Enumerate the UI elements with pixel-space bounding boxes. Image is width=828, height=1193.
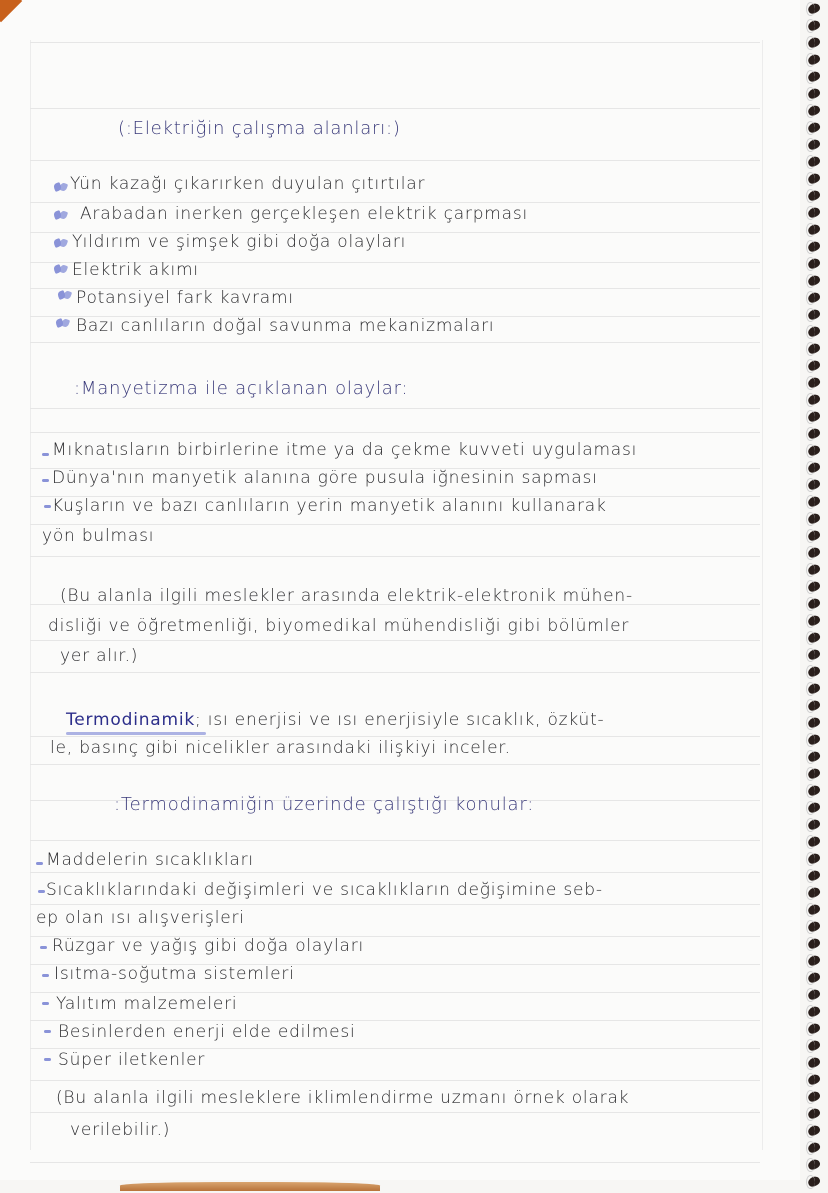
heading-electricity: (:Elektriğin çalışma alanları:) [118, 118, 401, 139]
spiral-ring-icon [806, 138, 822, 152]
dash-bullet-icon [44, 505, 51, 508]
spiral-ring-icon [806, 1022, 822, 1036]
spiral-ring-icon [806, 835, 822, 849]
spiral-ring-icon [806, 1175, 822, 1189]
dash-bullet-icon [44, 1030, 51, 1033]
spiral-ring-icon [806, 1056, 822, 1070]
dash-bullet-icon [44, 1058, 51, 1061]
ruled-line [30, 202, 760, 203]
spiral-ring-icon [806, 971, 822, 985]
ruled-line [30, 408, 760, 409]
spiral-ring-icon [806, 1158, 822, 1172]
dash-bullet-icon [42, 974, 49, 977]
note-line: yer alır.) [60, 646, 139, 666]
spiral-ring-icon [806, 104, 822, 118]
spiral-ring-icon [806, 1124, 822, 1138]
heading-magnetism: :Manyetizma ile açıklanan olaylar: [74, 378, 409, 399]
spiral-ring-icon [806, 1005, 822, 1019]
spiral-ring-icon [806, 784, 822, 798]
spiral-ring-icon [806, 359, 822, 373]
spiral-ring-icon [806, 920, 822, 934]
ruled-line [30, 840, 760, 841]
list-item: Kuşların ve bazı canlıların yerin manyetik alanını kullanarak [52, 496, 607, 516]
dash-bullet-icon [40, 946, 47, 949]
spiral-ring-icon [806, 36, 822, 50]
list-item: Isıtma-soğutma sistemleri [54, 964, 295, 984]
spiral-ring-icon [806, 308, 822, 322]
ruled-line [30, 1048, 760, 1049]
ruled-line [30, 992, 760, 993]
highlight-underline [66, 732, 206, 735]
ruled-line [30, 160, 760, 161]
list-item: Bazı canlıların doğal savunma mekanizmaları [76, 316, 495, 336]
spiral-ring-icon [806, 19, 822, 33]
spiral-ring-icon [806, 631, 822, 645]
spiral-ring-icon [806, 988, 822, 1002]
spiral-ring-icon [806, 410, 822, 424]
margin-line [30, 40, 31, 1150]
list-item: Arabadan inerken gerçekleşen elektrik çarpması [80, 204, 529, 224]
definition-line: le, basınç gibi nicelikler arasındaki ilişkiyi inceler. [50, 738, 511, 758]
spiral-ring-icon [806, 1073, 822, 1087]
spiral-ring-icon [806, 682, 822, 696]
spiral-ring-icon [806, 393, 822, 407]
note-line: (Bu alanla ilgili meslekler arasında elektrik-elektronik mühen- [60, 586, 633, 606]
ruled-line [30, 42, 760, 43]
spiral-ring-icon [806, 172, 822, 186]
list-item: Yün kazağı çıkarırken duyulan çıtırtılar [70, 174, 426, 194]
butterfly-bullet-icon [54, 264, 68, 274]
spiral-ring-icon [806, 801, 822, 815]
ruled-line [30, 1080, 760, 1081]
spiral-ring-icon [806, 53, 822, 67]
spiral-ring-icon [806, 240, 822, 254]
list-item: Maddelerin sıcaklıkları [46, 850, 254, 870]
term-thermodynamics: Termodinamik [66, 710, 196, 730]
spiral-ring-icon [806, 716, 822, 730]
list-item: Yalıtım malzemeleri [56, 994, 238, 1014]
spiral-ring-icon [806, 461, 822, 475]
page-corner [0, 0, 22, 22]
spiral-ring-icon [806, 563, 822, 577]
spiral-ring-icon [806, 444, 822, 458]
spiral-ring-icon [806, 2, 822, 16]
list-item: Sıcaklıklarındaki değişimleri ve sıcaklıkların değişimine seb- [46, 880, 603, 900]
spiral-ring-icon [806, 478, 822, 492]
list-item: Besinlerden enerji elde edilmesi [58, 1022, 356, 1042]
spiral-ring-icon [806, 529, 822, 543]
ruled-line [30, 342, 760, 343]
list-item: Rüzgar ve yağış gibi doğa olayları [52, 936, 365, 956]
spiral-ring-icon [806, 1141, 822, 1155]
spiral-ring-icon [806, 342, 822, 356]
ruled-line [30, 640, 760, 641]
dash-bullet-icon [42, 479, 49, 482]
right-margin-line [762, 40, 763, 1150]
spiral-ring-icon [806, 155, 822, 169]
list-item: Süper iletkenler [58, 1050, 206, 1070]
ruled-line [30, 672, 760, 673]
spiral-ring-icon [806, 427, 822, 441]
ruled-line [30, 1020, 760, 1021]
dash-bullet-icon [38, 890, 45, 893]
note-line: (Bu alanla ilgili mesleklere iklimlendirme uzmanı örnek olarak [56, 1088, 630, 1108]
spiral-ring-icon [806, 852, 822, 866]
spiral-ring-icon [806, 750, 822, 764]
butterfly-bullet-icon [54, 182, 68, 192]
ruled-line [30, 556, 760, 557]
list-item-continuation: yön bulması [42, 526, 155, 546]
spiral-ring-icon [806, 274, 822, 288]
spiral-ring-icon [806, 699, 822, 713]
spiral-ring-icon [806, 886, 822, 900]
spiral-ring-icon [806, 189, 822, 203]
spiral-ring-icon [806, 665, 822, 679]
spiral-ring-icon [806, 70, 822, 84]
spiral-ring-icon [806, 733, 822, 747]
list-item: Mıknatısların birbirlerine itme ya da çekme kuvveti uygulaması [52, 440, 638, 460]
ruled-line [30, 1112, 760, 1113]
heading-thermo-topics: :Termodinamiğin üzerinde çalıştığı konular: [114, 794, 535, 815]
desk-edge [120, 1182, 380, 1191]
spiral-binding [800, 0, 828, 1193]
spiral-ring-icon [806, 257, 822, 271]
spiral-ring-icon [806, 325, 822, 339]
spiral-ring-icon [806, 954, 822, 968]
spiral-ring-icon [806, 1107, 822, 1121]
list-item-continuation: ep olan ısı alışverişleri [36, 908, 245, 928]
ruled-line [30, 736, 760, 737]
spiral-ring-icon [806, 818, 822, 832]
spiral-ring-icon [806, 546, 822, 560]
list-item: Potansiyel fark kavramı [76, 288, 294, 308]
spiral-ring-icon [806, 376, 822, 390]
ruled-line [30, 1162, 760, 1163]
butterfly-bullet-icon [54, 238, 68, 248]
spiral-ring-icon [806, 614, 822, 628]
spiral-ring-icon [806, 512, 822, 526]
ruled-line [30, 904, 760, 905]
spiral-ring-icon [806, 223, 822, 237]
spiral-ring-icon [806, 87, 822, 101]
butterfly-bullet-icon [54, 210, 68, 220]
butterfly-bullet-icon [58, 290, 72, 300]
dash-bullet-icon [42, 453, 49, 456]
dash-bullet-icon [36, 862, 43, 865]
note-line: disliği ve öğretmenliği, biyomedikal mühendisliği gibi bölümler [48, 616, 630, 636]
spiral-ring-icon [806, 291, 822, 305]
list-item: Yıldırım ve şimşek gibi doğa olayları [72, 232, 407, 252]
spiral-ring-icon [806, 648, 822, 662]
note-line: verilebilir.) [70, 1120, 171, 1140]
dash-bullet-icon [42, 1002, 49, 1005]
ruled-line [30, 432, 760, 433]
ruled-line [30, 872, 760, 873]
spiral-ring-icon [806, 495, 822, 509]
ruled-line [30, 108, 760, 109]
spiral-ring-icon [806, 1039, 822, 1053]
spiral-ring-icon [806, 1090, 822, 1104]
spiral-ring-icon [806, 206, 822, 220]
spiral-ring-icon [806, 597, 822, 611]
definition-text: ; ısı enerjisi ve ısı enerjisiyle sıcaklık, özküt- [195, 710, 605, 730]
butterfly-bullet-icon [56, 318, 70, 328]
list-item: Dünya'nın manyetik alanına göre pusula iğnesinin sapması [52, 468, 598, 488]
spiral-ring-icon [806, 937, 822, 951]
spiral-ring-icon [806, 121, 822, 135]
list-item: Elektrik akımı [72, 260, 199, 280]
spiral-ring-icon [806, 869, 822, 883]
spiral-ring-icon [806, 580, 822, 594]
definition-line [66, 710, 605, 730]
ruled-line [30, 524, 760, 525]
ruled-line [30, 764, 760, 765]
spiral-ring-icon [806, 767, 822, 781]
spiral-ring-icon [806, 903, 822, 917]
